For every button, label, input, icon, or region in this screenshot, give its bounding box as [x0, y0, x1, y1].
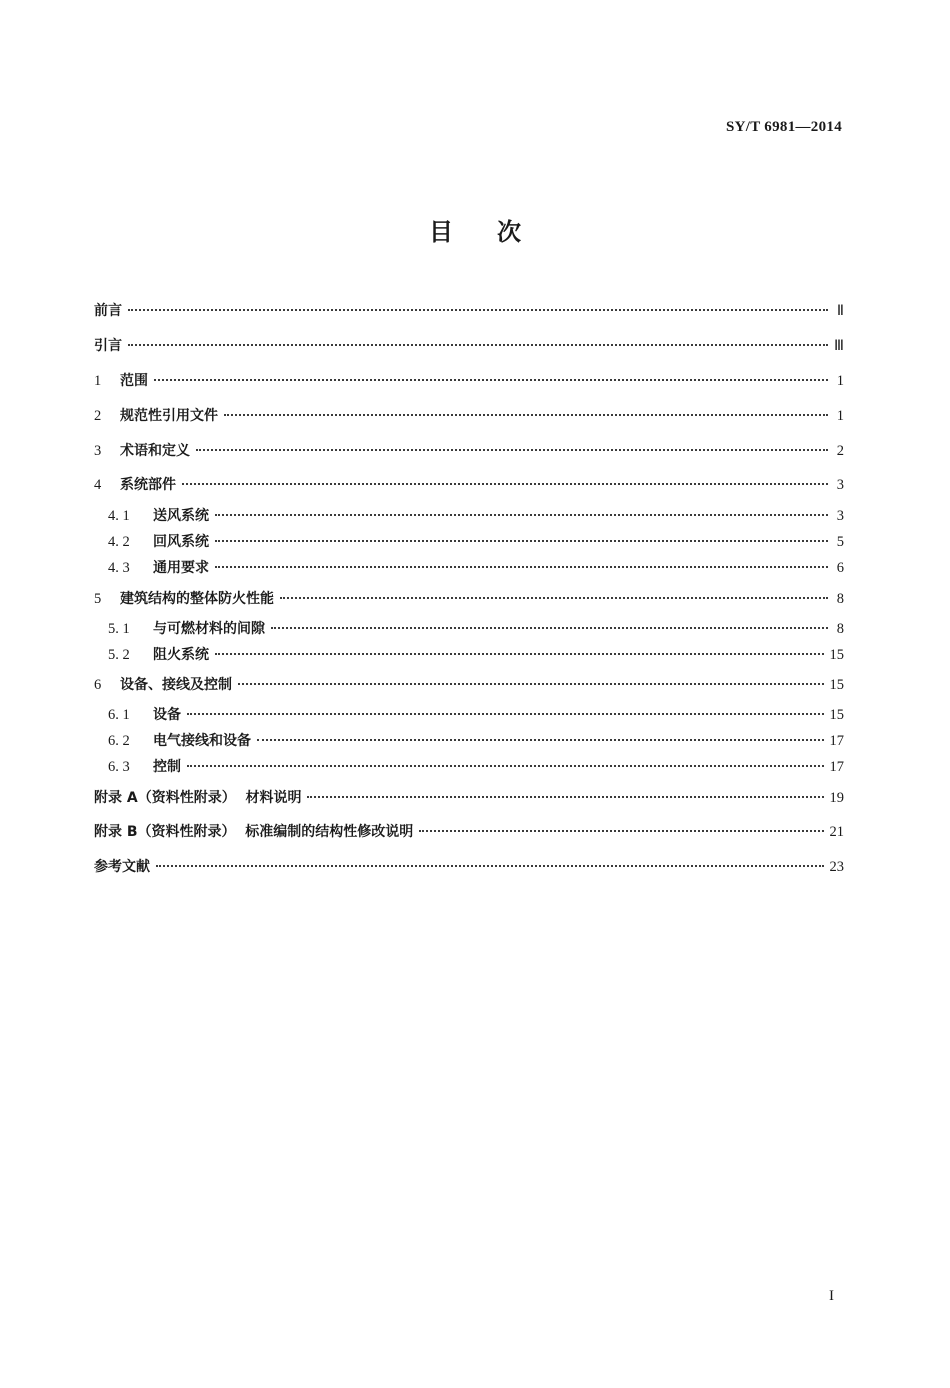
toc-label: 前言 — [94, 303, 122, 319]
toc-entry-4[interactable] — [94, 474, 844, 496]
toc-leader — [182, 483, 828, 485]
standard-code: SY/T 6981—2014 — [725, 119, 842, 135]
title-char-1: 目 — [429, 218, 453, 246]
toc-number: 6. 2 — [108, 733, 130, 749]
toc-page: 2 — [836, 443, 844, 459]
toc-leader — [307, 796, 823, 798]
toc-leader — [271, 627, 828, 629]
toc-page: 5 — [836, 534, 844, 550]
toc-number: 5. 2 — [108, 647, 130, 663]
toc-number: 2 — [94, 408, 102, 424]
title-char-2: 次 — [497, 218, 521, 246]
toc-leader — [215, 540, 828, 542]
toc-page: Ⅲ — [834, 338, 844, 354]
toc-number: 6. 1 — [108, 707, 130, 723]
toc-page: 1 — [836, 408, 844, 424]
toc-entry-appendix-b[interactable] — [94, 821, 844, 843]
toc-number: 1 — [94, 373, 102, 389]
toc-page: 17 — [829, 759, 844, 775]
toc-entry-6-1[interactable] — [108, 704, 844, 726]
toc-page: 1 — [836, 373, 844, 389]
toc-page: 6 — [836, 560, 844, 576]
toc-label: 与可燃材料的间隙 — [153, 621, 265, 637]
toc-leader — [154, 379, 828, 381]
toc-entry-1[interactable] — [94, 370, 844, 392]
toc-number: 6. 3 — [108, 759, 130, 775]
toc-entry-4-3[interactable] — [108, 557, 844, 579]
toc-leader — [280, 597, 828, 599]
toc-entry-5-1[interactable] — [108, 618, 844, 640]
toc-page: 17 — [829, 733, 844, 749]
toc-page: 23 — [829, 859, 844, 875]
toc-page: 15 — [829, 677, 844, 693]
toc-leader — [238, 683, 824, 685]
toc-entry-5-2[interactable] — [108, 644, 844, 666]
toc-entry-2[interactable] — [94, 405, 844, 427]
toc-leader — [128, 309, 828, 311]
toc-entry-6-2[interactable] — [108, 730, 844, 752]
page-number: I — [829, 1288, 834, 1304]
toc-leader — [257, 739, 824, 741]
toc-label: 规范性引用文件 — [120, 408, 218, 424]
toc-label: 设备 — [153, 707, 181, 723]
toc-entry-bibliography[interactable] — [94, 856, 844, 878]
toc-number: 6 — [94, 677, 102, 693]
toc-entry-4-1[interactable] — [108, 505, 844, 527]
toc-label: 参考文献 — [94, 859, 150, 875]
toc-leader — [419, 830, 823, 832]
toc-page: 3 — [836, 508, 844, 524]
toc-page: 8 — [836, 621, 844, 637]
toc-label: 附录 A（资料性附录） 材料说明 — [94, 790, 302, 806]
toc-label: 通用要求 — [153, 560, 209, 576]
toc-label: 引言 — [94, 338, 122, 354]
toc-entry-6-3[interactable] — [108, 756, 844, 778]
toc-label: 附录 B（资料性附录） 标准编制的结构性修改说明 — [94, 824, 414, 840]
toc-label: 阻火系统 — [153, 647, 209, 663]
toc-leader — [128, 344, 828, 346]
toc-number: 4. 3 — [108, 560, 130, 576]
toc-page: 21 — [829, 824, 844, 840]
toc-entry-foreword[interactable] — [94, 300, 844, 322]
toc-page: 19 — [829, 790, 844, 806]
toc-label: 术语和定义 — [120, 443, 190, 459]
toc-leader — [215, 566, 828, 568]
toc-page: Ⅱ — [836, 303, 844, 319]
toc-leader — [156, 865, 824, 867]
toc-entry-introduction[interactable] — [94, 335, 844, 357]
toc-leader — [187, 765, 824, 767]
toc-number: 4. 1 — [108, 508, 130, 524]
toc-label: 系统部件 — [120, 477, 176, 493]
toc-entry-appendix-a[interactable] — [94, 787, 844, 809]
toc-number: 4 — [94, 477, 102, 493]
toc-label: 建筑结构的整体防火性能 — [120, 591, 274, 607]
toc-leader — [224, 414, 828, 416]
toc-number: 4. 2 — [108, 534, 130, 550]
toc-entry-5[interactable] — [94, 588, 844, 610]
toc-number: 5 — [94, 591, 102, 607]
toc-label: 回风系统 — [153, 534, 209, 550]
toc-number: 5. 1 — [108, 621, 130, 637]
toc-label: 范围 — [120, 373, 148, 389]
toc-leader — [215, 514, 828, 516]
toc-leader — [215, 653, 824, 655]
toc-entry-3[interactable] — [94, 440, 844, 462]
toc-page: 15 — [829, 707, 844, 723]
toc-label: 设备、接线及控制 — [120, 677, 232, 693]
toc-entry-6[interactable] — [94, 674, 844, 696]
toc-label: 送风系统 — [153, 508, 209, 524]
toc-label: 电气接线和设备 — [153, 733, 251, 749]
toc-page: 8 — [836, 591, 844, 607]
toc-page: 15 — [829, 647, 844, 663]
toc-number: 3 — [94, 443, 102, 459]
toc-leader — [196, 449, 828, 451]
toc-entry-4-2[interactable] — [108, 531, 844, 553]
toc-label: 控制 — [153, 759, 181, 775]
toc-leader — [187, 713, 824, 715]
toc-page: 3 — [836, 477, 844, 493]
